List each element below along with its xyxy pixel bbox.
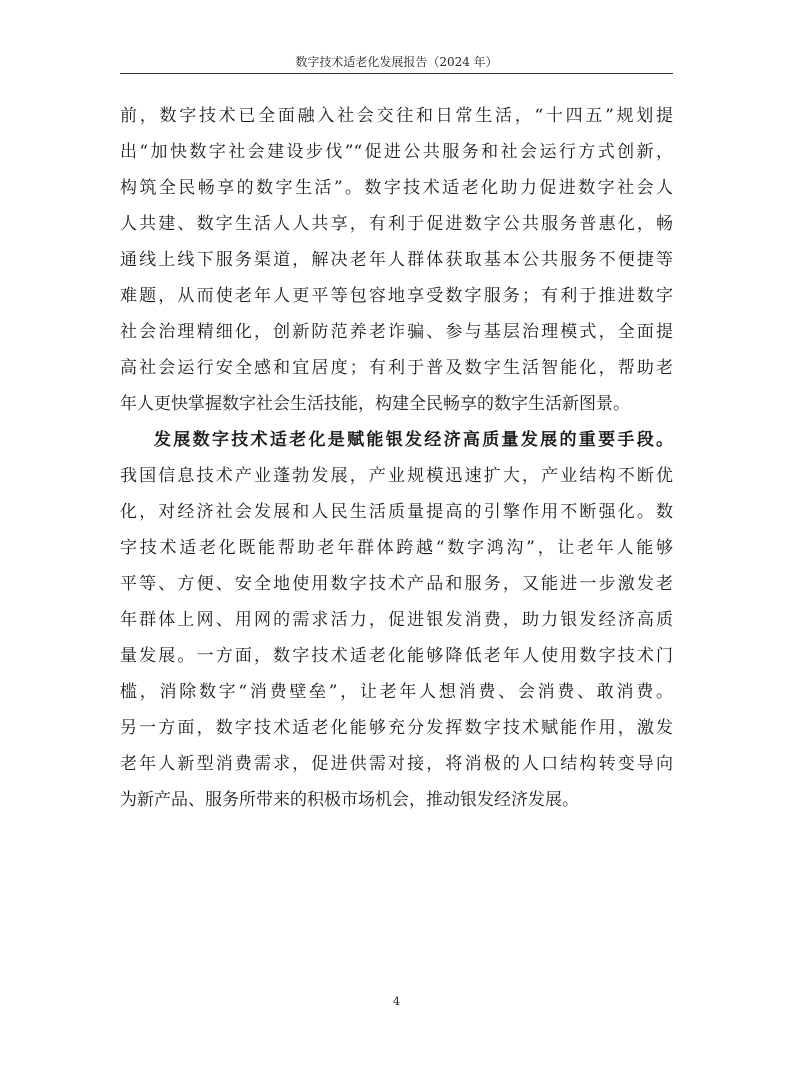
body-text [120,98,673,818]
text-line: 构筑全民畅享的数字生活”。数字技术适老化助力促进数字社会人 [120,178,673,198]
text-line: 量发展。一方面，数字技术适老化能够降低老年人使用数字技术门 [120,646,673,666]
text-line: 另一方面，数字技术适老化能够充分发挥数字技术赋能作用，激发 [120,718,673,738]
text-line: 前，数字技术已全面融入社会交往和日常生活，“十四五”规划提 [120,106,673,126]
paragraph-digital-society [120,98,673,422]
paragraph-lead-heading: 发展数字技术适老化是赋能银发经济高质量发展的重要手段。 [154,430,673,450]
text-line: 难题，从而使老年人更平等包容地享受数字服务；有利于推进数字 [120,286,673,306]
paragraph-lead-line [120,422,673,458]
text-line: 老年人新型消费需求，促进供需对接，将消极的人口结构转变导向 [120,754,673,774]
page-number: 4 [393,995,400,1008]
text-line: 社会治理精细化，创新防范养老诈骗、参与基层治理模式，全面提 [120,322,673,342]
text-line: 字技术适老化既能帮助老年群体跨越“数字鸿沟”，让老年人能够 [120,538,673,558]
text-line: 年群体上网、用网的需求活力，促进银发消费，助力银发经济高质 [120,610,673,630]
paragraph-silver-economy [120,422,673,818]
text-line: 高社会运行安全感和宜居度；有利于普及数字生活智能化，帮助老 [120,358,673,378]
text-line: 为新产品、服务所带来的积极市场机会，推动银发经济发展。 [120,790,579,810]
text-line: 槛，消除数字“消费壁垒”，让老年人想消费、会消费、敢消费。 [120,682,673,702]
text-line: 人共建、数字生活人人共享，有利于促进数字公共服务普惠化，畅 [120,214,673,234]
header-divider [120,73,673,74]
text-line: 我国信息技术产业蓬勃发展，产业规模迅速扩大，产业结构不断优 [120,466,673,486]
running-header: 数字技术适老化发展报告（2024 年） [295,55,498,69]
text-line: 通线上线下服务渠道，解决老年人群体获取基本公共服务不便捷等 [120,250,673,270]
text-line: 平等、方便、安全地使用数字技术产品和服务，又能进一步激发老 [120,574,673,594]
text-line: 化，对经济社会发展和人民生活质量提高的引擎作用不断强化。数 [120,502,673,522]
text-line: 年人更快掌握数字社会生活技能，构建全民畅享的数字生活新图景。 [120,394,630,414]
text-line: 出“加快数字社会建设步伐”“促进公共服务和社会运行方式创新， [120,142,673,162]
